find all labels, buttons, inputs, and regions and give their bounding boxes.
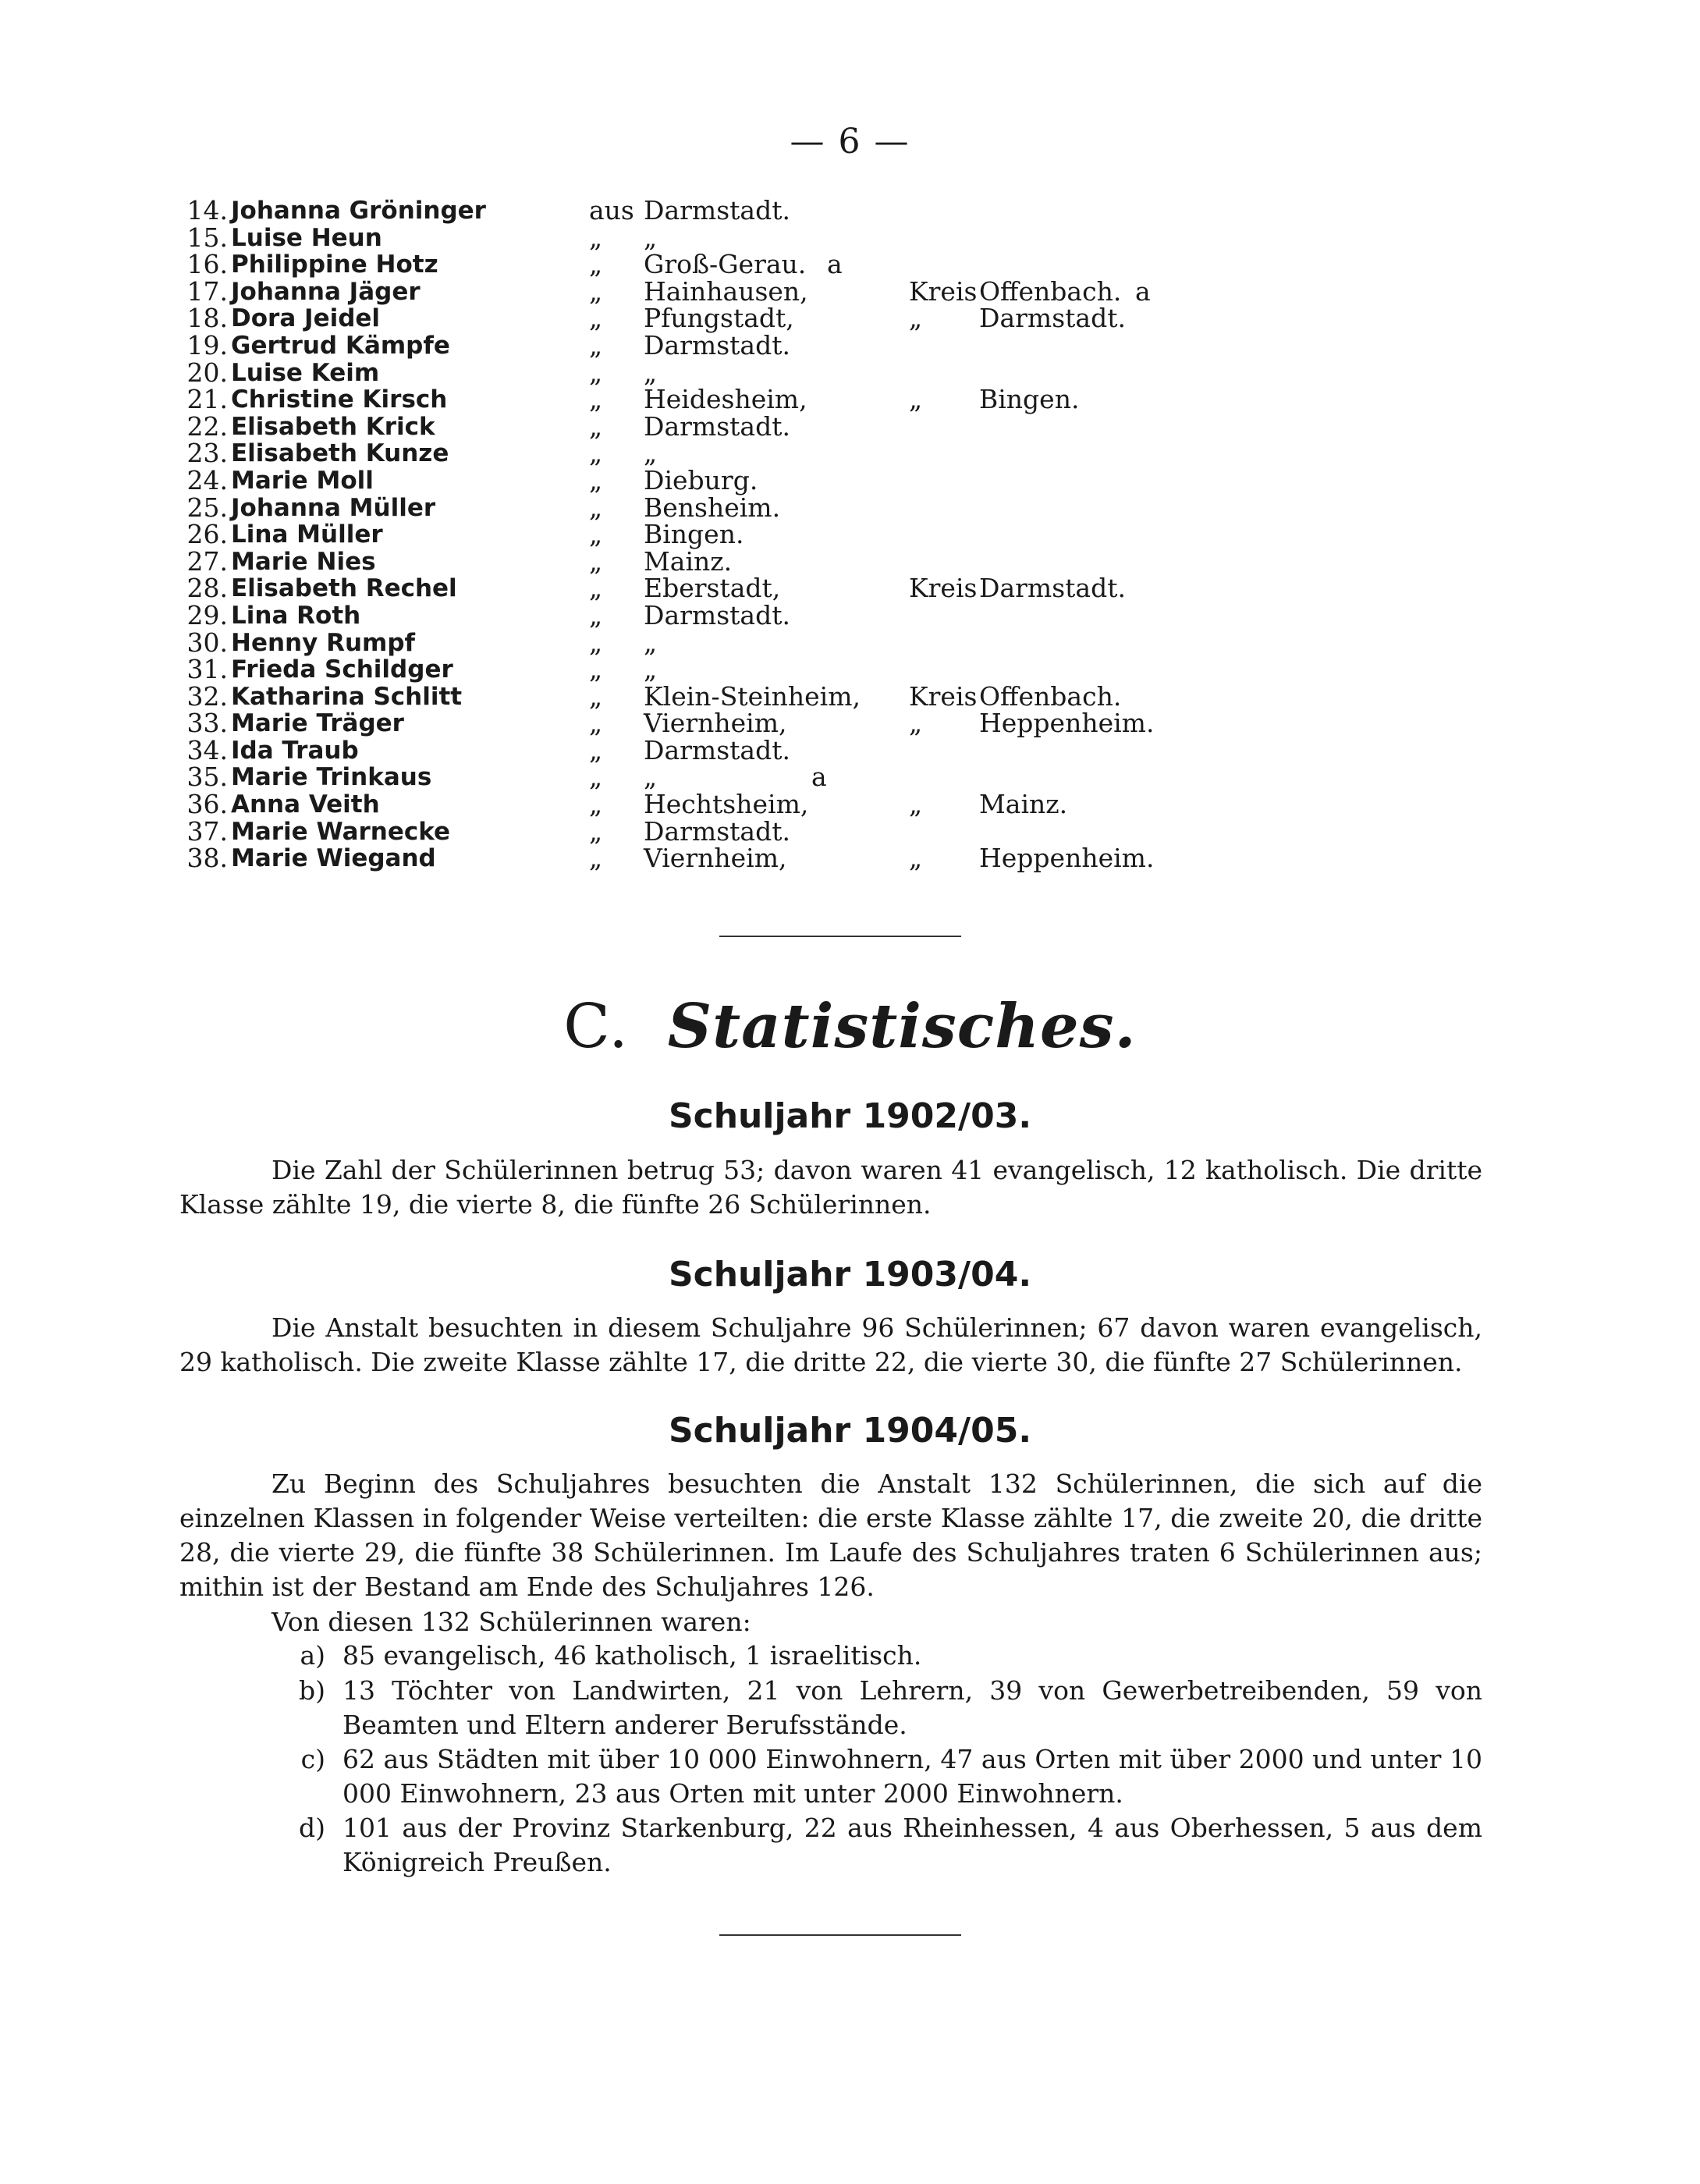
- roster-row: [179, 275, 1350, 307]
- from-word: „: [589, 654, 603, 685]
- hometown: Mainz.: [644, 545, 733, 577]
- roster-row: [179, 386, 1350, 414]
- student-name: Marie Träger: [231, 709, 404, 738]
- stat-item-label: b): [299, 1675, 325, 1706]
- stat-item-label: a): [300, 1640, 325, 1671]
- hometown: Darmstadt.: [644, 410, 790, 442]
- roster-row: [179, 197, 1350, 225]
- roster-row: [179, 357, 1350, 388]
- roster-row: [179, 575, 1350, 602]
- from-word: „: [589, 275, 603, 307]
- student-name: Luise Keim: [231, 358, 380, 387]
- from-word: „: [589, 734, 603, 765]
- roster-row: [179, 680, 1350, 712]
- roster-number: 24.: [186, 464, 228, 495]
- district-word: Kreis: [909, 573, 978, 604]
- page-number: — 6 —: [790, 122, 910, 162]
- student-name: Marie Wiegand: [231, 844, 436, 873]
- student-name: Marie Trinkaus: [231, 763, 432, 792]
- roster-number: 36.: [186, 789, 228, 820]
- district: [909, 630, 979, 657]
- roster-number: 34.: [186, 734, 228, 765]
- from-word: „: [589, 303, 603, 334]
- district-name: Darmstadt.: [979, 573, 1126, 604]
- from-word: „: [589, 384, 603, 415]
- year-text-1903: Die Anstalt besuchten in diesem Schuljahre 96 Schülerinnen; 67 davon waren evangelisch, 29 katholisch. Die zweite Klasse zählte 17, die dritte 22, die vierte 30, die fünfte 27 Schülerinnen.: [179, 1312, 1482, 1377]
- hometown: Groß-Gerau.: [644, 249, 807, 280]
- from-word: „: [589, 410, 603, 442]
- roster-number: 37.: [186, 815, 228, 847]
- student-name: Philippine Hotz: [231, 250, 438, 279]
- district: [909, 225, 979, 252]
- roster-row: [179, 710, 1350, 737]
- year-heading-1902: Schuljahr 1902/03.: [668, 1096, 1032, 1136]
- district-word: „: [909, 843, 923, 874]
- section-heading: Statistisches.: [667, 991, 1137, 1062]
- from-word: aus: [589, 195, 634, 226]
- roster-number: 23.: [186, 438, 228, 469]
- stat-item-label: d): [299, 1813, 325, 1843]
- district-name: Bingen.: [979, 384, 1080, 415]
- roster-row: [179, 545, 1350, 577]
- student-name: Luise Heun: [231, 223, 382, 252]
- roster-row: [179, 305, 1350, 332]
- hometown: Darmstadt.: [644, 734, 790, 765]
- margin-mark: a: [827, 249, 843, 280]
- district-name: Heppenheim.: [979, 843, 1155, 874]
- district: [909, 414, 979, 441]
- district: [909, 305, 1126, 332]
- roster-number: 28.: [186, 573, 228, 604]
- student-name: Lina Müller: [231, 520, 383, 549]
- student-name: Dora Jeidel: [231, 304, 381, 333]
- hometown: Pfungstadt,: [644, 303, 794, 334]
- hometown: Bensheim.: [644, 492, 781, 523]
- roster-number: 15.: [186, 222, 228, 253]
- section-letter: C.: [563, 992, 629, 1062]
- student-name: Johanna Müller: [231, 493, 436, 522]
- from-word: „: [589, 789, 603, 820]
- margin-mark: a: [1135, 275, 1151, 307]
- district: [909, 737, 979, 765]
- roster-row: [179, 440, 1350, 467]
- district: [909, 275, 1122, 307]
- hometown: Darmstadt.: [644, 329, 790, 360]
- district: [909, 845, 1154, 872]
- hometown: „: [644, 222, 658, 253]
- roster-number: 29.: [186, 599, 228, 630]
- roster-number: 14.: [186, 195, 228, 226]
- district-name: Offenbach.: [979, 275, 1122, 307]
- student-name: Elisabeth Rechel: [231, 574, 457, 603]
- from-word: „: [589, 545, 603, 577]
- hometown: Eberstadt,: [644, 573, 781, 604]
- district-word: Kreis: [909, 680, 978, 712]
- roster-row: [179, 734, 1350, 765]
- hometown: Bingen.: [644, 519, 744, 550]
- roster-row: [179, 815, 1350, 847]
- roster-row: [179, 251, 1350, 279]
- roster-number: 25.: [186, 492, 228, 523]
- hometown: Heidesheim,: [644, 384, 807, 415]
- hometown: „: [644, 357, 658, 388]
- district: [909, 251, 979, 279]
- district: [909, 819, 979, 846]
- from-word: „: [589, 680, 603, 712]
- district-name: Darmstadt.: [979, 303, 1126, 334]
- student-name: Christine Kirsch: [231, 385, 448, 414]
- roster-row: [179, 521, 1350, 549]
- roster-number: 27.: [186, 545, 228, 577]
- from-word: „: [589, 599, 603, 630]
- margin-mark: a: [811, 762, 827, 793]
- hometown: „: [644, 654, 658, 685]
- year-text-1902: Die Zahl der Schülerinnen betrug 53; davon waren 41 evangelisch, 12 katholisch. Die dritte Klasse zählte 19, die vierte 8, die fünfte 26 Schülerinnen.: [179, 1155, 1482, 1220]
- district: [909, 549, 979, 576]
- roster-number: 35.: [186, 762, 228, 793]
- student-name: Anna Veith: [231, 790, 380, 819]
- student-name: Marie Moll: [231, 466, 374, 495]
- student-name: Marie Warnecke: [231, 817, 451, 846]
- from-word: „: [589, 573, 603, 604]
- student-name: Johanna Jäger: [231, 277, 421, 306]
- from-word: „: [589, 464, 603, 495]
- roster-number: 20.: [186, 357, 228, 388]
- hometown: Darmstadt.: [644, 815, 790, 847]
- hometown: Hechtsheim,: [644, 789, 809, 820]
- student-name: Johanna Gröninger: [231, 197, 486, 225]
- district-name: Offenbach.: [979, 680, 1122, 712]
- roster-number: 26.: [186, 519, 228, 550]
- from-word: „: [589, 329, 603, 360]
- hometown: Viernheim,: [644, 708, 787, 739]
- district: [909, 680, 1122, 712]
- student-name: Katharina Schlitt: [231, 682, 463, 711]
- roster-number: 32.: [186, 680, 228, 712]
- student-name: Frieda Schildger: [231, 655, 453, 684]
- roster-row: [179, 492, 1350, 523]
- student-name: Lina Roth: [231, 601, 361, 630]
- roster-number: 21.: [186, 384, 228, 415]
- from-word: „: [589, 843, 603, 874]
- hometown: Viernheim,: [644, 843, 787, 874]
- district: [909, 602, 979, 630]
- district-word: „: [909, 789, 923, 820]
- from-word: „: [589, 627, 603, 658]
- roster-number: 19.: [186, 329, 228, 360]
- district-name: Mainz.: [979, 789, 1068, 820]
- roster-number: 33.: [186, 708, 228, 739]
- stat-item-text: 85 evangelisch, 46 katholisch, 1 israelitisch.: [342, 1640, 922, 1671]
- from-word: „: [589, 438, 603, 469]
- district: [909, 791, 1067, 819]
- student-name: Elisabeth Krick: [231, 412, 435, 441]
- district: [909, 440, 979, 467]
- roster-number: 31.: [186, 654, 228, 685]
- from-word: „: [589, 708, 603, 739]
- roster-number: 22.: [186, 410, 228, 442]
- roster-row: [179, 329, 1350, 360]
- stat-item-text: 13 Töchter von Landwirten, 21 von Lehrern, 39 von Gewerbetreibenden, 59 von Beamten und Eltern anderer Berufsstände.: [342, 1675, 1482, 1740]
- from-word: „: [589, 249, 603, 280]
- stat-item-text: 101 aus der Provinz Starkenburg, 22 aus Rheinhessen, 4 aus Oberhessen, 5 aus dem Königreich Preußen.: [342, 1813, 1482, 1877]
- student-name: Henny Rumpf: [231, 628, 416, 657]
- from-word: „: [589, 222, 603, 253]
- roster-row: [179, 764, 1350, 791]
- district: [909, 764, 979, 791]
- from-word: „: [589, 815, 603, 847]
- district-word: „: [909, 303, 923, 334]
- district: [909, 656, 979, 684]
- roster-row: [179, 222, 1350, 253]
- divider-rule: [719, 1934, 961, 1936]
- roster-row: [179, 464, 1350, 495]
- district-word: Kreis: [909, 275, 978, 307]
- hometown: Dieburg.: [644, 464, 758, 495]
- year-text-1904: Zu Beginn des Schuljahres besuchten die Anstalt 132 Schülerinnen, die sich auf die einzelnen Klassen in folgender Weise verteilten: die erste Klasse zählte 17, die zweite 20, die dritte 28, die vierte 29, die fünfte 38 Schülerinnen. Im Laufe des Schuljahres traten 6 Schülerinnen aus; mithin ist der Bestand am Ende des Schuljahres 126.: [179, 1468, 1482, 1602]
- year-intro-1904: Von diesen 132 Schülerinnen waren:: [272, 1607, 751, 1637]
- stat-item-text: 62 aus Städten mit über 10 000 Einwohnern, 47 aus Orten mit über 2000 und unter 10 000 Einwohnern, 23 aus Orten mit unter 2000 Einwohnern.: [342, 1744, 1482, 1809]
- district: [909, 521, 979, 549]
- roster-row: [179, 791, 1350, 819]
- hometown: Hainhausen,: [644, 275, 808, 307]
- roster-row: [179, 845, 1350, 872]
- district: [909, 197, 979, 225]
- roster-number: 16.: [186, 249, 228, 280]
- hometown: Darmstadt.: [644, 195, 790, 226]
- hometown: Darmstadt.: [644, 599, 790, 630]
- roster-number: 18.: [186, 303, 228, 334]
- district: [909, 467, 979, 495]
- from-word: „: [589, 519, 603, 550]
- from-word: „: [589, 357, 603, 388]
- student-name: Gertrud Kämpfe: [231, 331, 450, 360]
- year-heading-1903: Schuljahr 1903/04.: [668, 1255, 1032, 1294]
- district: [909, 386, 1079, 414]
- hometown: „: [644, 762, 658, 793]
- hometown: „: [644, 438, 658, 469]
- district: [909, 710, 1154, 737]
- student-roster: [179, 197, 1350, 872]
- from-word: „: [589, 762, 603, 793]
- divider-rule: [719, 936, 961, 937]
- roster-number: 38.: [186, 843, 228, 874]
- district-name: Heppenheim.: [979, 708, 1155, 739]
- stat-item-label: c): [300, 1744, 325, 1774]
- district: [909, 575, 1126, 602]
- roster-number: 17.: [186, 275, 228, 307]
- year-heading-1904: Schuljahr 1904/05.: [668, 1411, 1032, 1451]
- student-name: Marie Nies: [231, 547, 376, 576]
- district: [909, 332, 979, 360]
- roster-number: 30.: [186, 627, 228, 658]
- hometown: „: [644, 627, 658, 658]
- roster-row: [179, 410, 1350, 442]
- student-name: Ida Traub: [231, 736, 359, 765]
- roster-row: [179, 599, 1350, 630]
- roster-row: [179, 627, 1350, 658]
- from-word: „: [589, 492, 603, 523]
- section-title: [0, 991, 1700, 1062]
- district-word: „: [909, 708, 923, 739]
- roster-row: [179, 656, 1350, 684]
- hometown: Klein-Steinheim,: [644, 680, 861, 712]
- district: [909, 495, 979, 522]
- student-name: Elisabeth Kunze: [231, 439, 449, 468]
- district: [909, 360, 979, 387]
- district-word: „: [909, 384, 923, 415]
